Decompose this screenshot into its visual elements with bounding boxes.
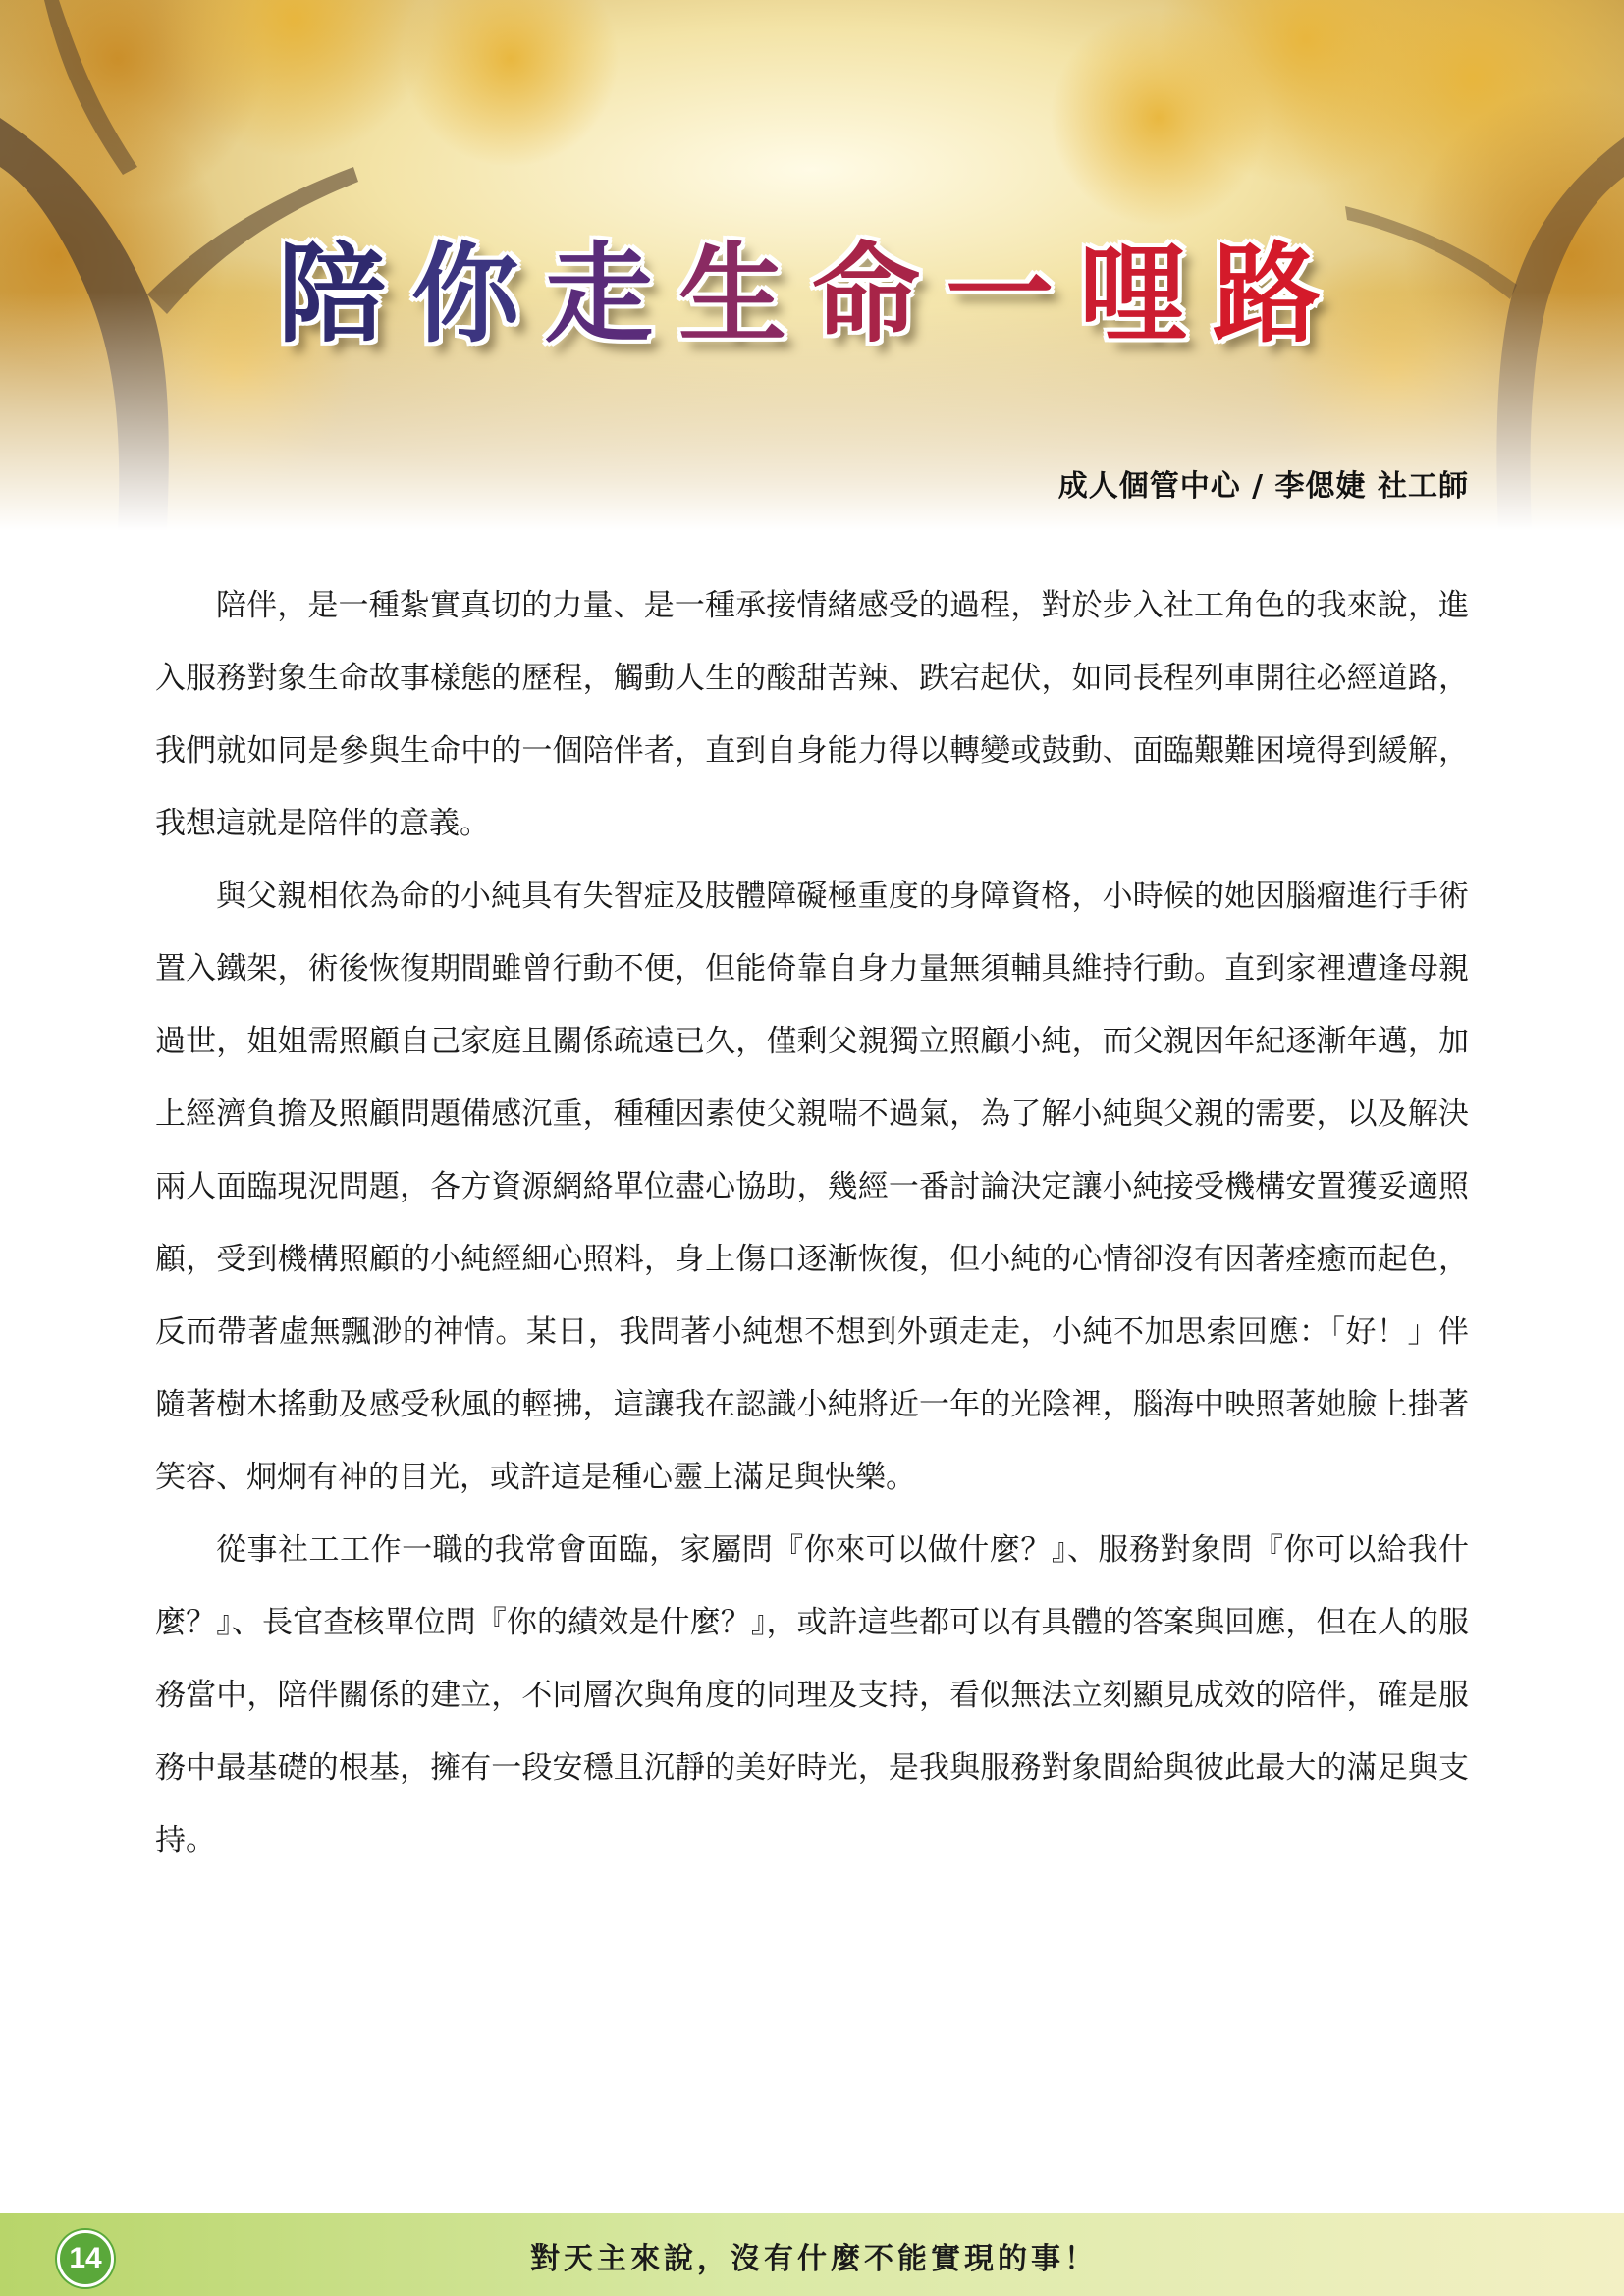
hero-banner — [0, 0, 1624, 530]
author-byline: 成人個管中心 / 李偲婕 社工師 — [1057, 469, 1469, 504]
page-title — [0, 231, 1624, 357]
page-number-badge: 14 — [57, 2230, 114, 2287]
title-char-6: 一 — [946, 231, 1079, 357]
page-footer — [0, 2213, 1624, 2296]
title-char-1: 陪 — [278, 231, 411, 357]
article-paragraph-3: 從事社工工作一職的我常會面臨，家屬問『你來可以做什麼？』、服務對象問『你可以給我什麼？』、長官查核單位問『你的績效是什麼？』，或許這些都可以有具體的答案與回應，但在人的服務當中，陪伴關係的建立，不同層次與角度的同理及支持，看似無法立刻顯見成效的陪伴，確是服務中最基礎的根基，擁有一段安穩且沉靜的美好時光，是我與服務對象間給與彼此最大的滿足與支持。 — [155, 1532, 1469, 1858]
title-char-4: 生 — [678, 231, 812, 357]
title-char-7: 哩 — [1079, 231, 1213, 357]
article-body — [155, 569, 1469, 1877]
title-char-3: 走 — [545, 231, 678, 357]
footer-motto: 對天主來說，沒有什麼不能實現的事！ — [530, 2242, 1098, 2276]
title-char-8: 路 — [1213, 231, 1346, 357]
article-paragraph-2: 與父親相依為命的小純具有失智症及肢體障礙極重度的身障資格，小時候的她因腦瘤進行手術置入鐵架，術後恢復期間雖曾行動不便，但能倚靠自身力量無須輔具維持行動。直到家裡遭逢母親過世，姐姐需照顧自己家庭且關係疏遠已久，僅剩父親獨立照顧小純，而父親因年紀逐漸年邁，加上經濟負擔及照顧問題備感沉重，種種因素使父親喘不過氣，為了解小純與父親的需要，以及解決兩人面臨現況問題，各方資源網絡單位盡心協助，幾經一番討論決定讓小純接受機構安置獲妥適照顧，受到機構照顧的小純經細心照料，身上傷口逐漸恢復，但小純的心情卻沒有因著痊癒而起色，反而帶著虛無飄渺的神情。某日，我問著小純想不想到外頭走走，小純不加思索回應：「好！」伴隨著樹木搖動及感受秋風的輕拂，這讓我在認識小純將近一年的光陰裡，腦海中映照著她臉上掛著笑容、炯炯有神的目光，或許這是種心靈上滿足與快樂。 — [155, 879, 1469, 1495]
title-char-2: 你 — [411, 231, 545, 357]
article-paragraph-1: 陪伴，是一種紮實真切的力量、是一種承接情緒感受的過程，對於步入社工角色的我來說，進入服務對象生命故事樣態的歷程，觸動人生的酸甜苦辣、跌宕起伏，如同長程列車開往必經道路，我們就如同是參與生命中的一個陪伴者，直到自身能力得以轉變或鼓動、面臨艱難困境得到緩解，我想這就是陪伴的意義。 — [155, 588, 1469, 841]
title-char-5: 命 — [812, 231, 946, 357]
